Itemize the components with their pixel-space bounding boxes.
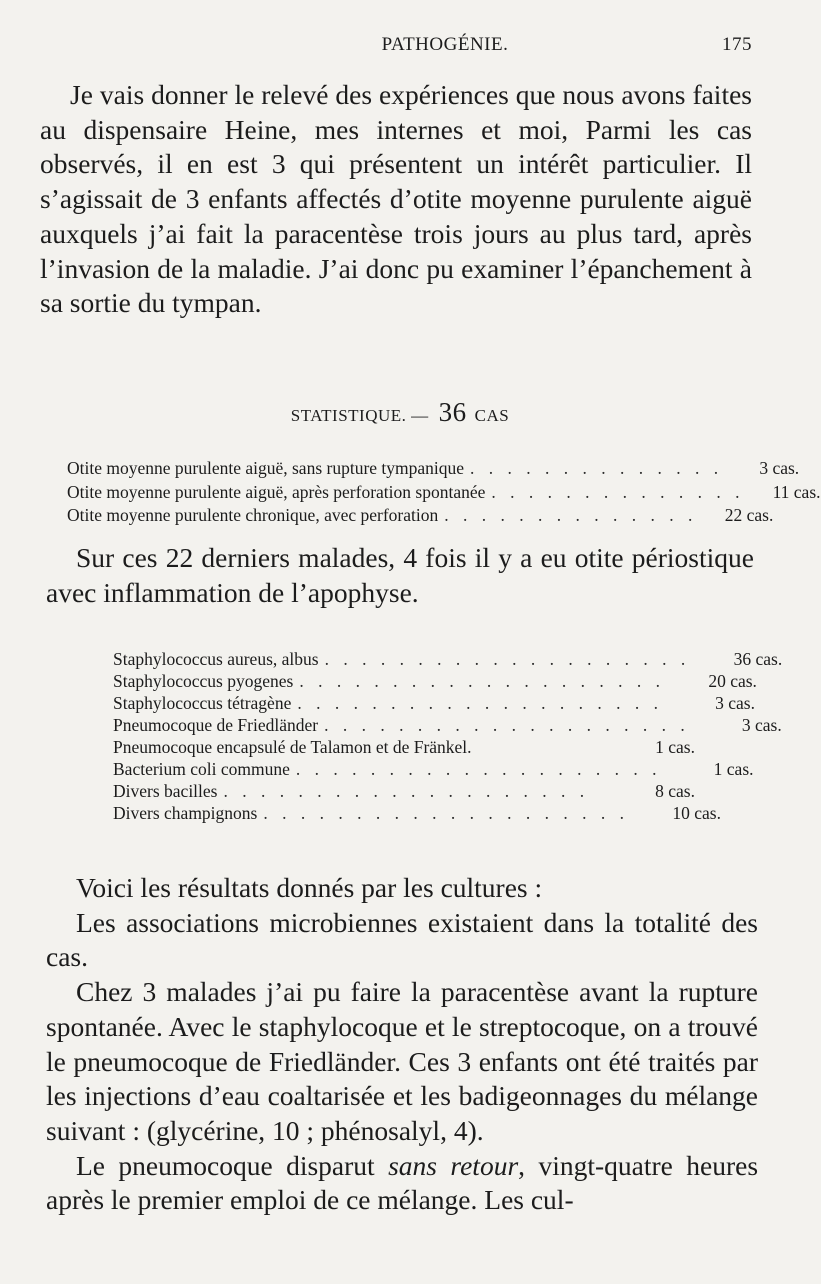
statistics-heading-number: 36 bbox=[438, 397, 467, 427]
culture-row bbox=[113, 649, 783, 670]
culture-row-value: 1 cas. bbox=[655, 737, 695, 757]
paragraph-associations-text: Les associations microbiennes existaient dans la totalité des cas. bbox=[46, 906, 758, 973]
paragraph-associations bbox=[46, 906, 758, 975]
results-section bbox=[46, 871, 758, 1218]
paragraph-pneumococcus-start: Le pneumocoque disparut bbox=[76, 1149, 375, 1181]
culture-row-value: 20 cas. bbox=[708, 671, 757, 691]
running-title: PATHOGÉNIE. bbox=[381, 34, 509, 55]
culture-row-label: Pneumocoque de Friedländer bbox=[113, 715, 319, 735]
leader-dots: . . . . . . . . . . . . . . bbox=[444, 505, 698, 525]
culture-row bbox=[113, 803, 721, 824]
statistics-row-label: Otite moyenne purulente aiguë, sans rupture tympanique bbox=[67, 458, 465, 478]
culture-row-label: Staphylococcus aureus, albus bbox=[113, 649, 319, 669]
statistics-row-value: 22 cas. bbox=[724, 505, 774, 525]
culture-row-label: Pneumocoque encapsulé de Talamon et de Fränkel. bbox=[113, 737, 472, 757]
statistics-row-label: Otite moyenne purulente chronique, avec perforation bbox=[67, 505, 439, 525]
culture-row-value: 3 cas. bbox=[741, 715, 782, 735]
statistics-heading-suffix: CAS bbox=[474, 406, 510, 425]
culture-row-label: Divers bacilles bbox=[113, 781, 218, 801]
paragraph-intro-text: Je vais donner le relevé des expériences que nous avons faites au dispensaire Heine, mes internes et moi, Parmi les cas observés, il en est 3 qui présentent un intérêt particulier. Il s’agissait de 3 enfants affectés d’otite moyenne purulente aiguë auxquels j’ai fait la paracentèse trois jours au plus tard, après l’invasion de la maladie. J’ai donc pu examiner l’épanchement à sa sortie du tympan. bbox=[40, 79, 752, 319]
statistics-row-value: 3 cas. bbox=[759, 458, 800, 478]
culture-row-label: Staphylococcus tétragène bbox=[113, 693, 292, 713]
leader-dots: . . . . . . . . . . . . . . . . . . . . bbox=[295, 759, 662, 779]
leader-dots: . . . . . . . . . . . . . . . . . . . . bbox=[263, 803, 629, 823]
paragraph-results bbox=[46, 871, 758, 906]
statistics-heading bbox=[0, 397, 800, 428]
page-number: 175 bbox=[722, 34, 752, 55]
culture-row bbox=[113, 671, 757, 692]
paragraph-intro bbox=[40, 78, 752, 321]
leader-dots: . . . . . . . . . . . . . . . . . . . . bbox=[324, 649, 691, 669]
culture-row bbox=[113, 759, 754, 780]
leader-dots: . . . . . . . . . . . . . . . . . . . . bbox=[297, 693, 663, 713]
paragraph-results-text: Voici les résultats donnés par les cultures : bbox=[76, 872, 543, 903]
statistics-row bbox=[67, 505, 774, 526]
statistics-heading-prefix: STATISTIQUE. — bbox=[290, 406, 429, 425]
paragraph-paracentesis bbox=[46, 975, 758, 1149]
paragraph-periostitis bbox=[46, 541, 754, 610]
culture-row-value: 36 cas. bbox=[733, 649, 783, 669]
paragraph-pneumococcus-end: , vingt-quatre heures après le premier emploi de ce mélange. Les cul- bbox=[46, 1149, 759, 1216]
leader-dots: . . . . . . . . . . . . . . . . . . . . bbox=[324, 715, 690, 735]
culture-row bbox=[113, 693, 755, 714]
culture-row-label: Divers champignons bbox=[113, 803, 258, 823]
statistics-row-value: 11 cas. bbox=[772, 482, 821, 502]
culture-row bbox=[113, 715, 782, 736]
culture-row bbox=[113, 781, 695, 802]
paragraph-pneumococcus-emphasis: sans retour bbox=[388, 1149, 519, 1181]
culture-row bbox=[113, 737, 695, 758]
culture-row-label: Staphylococcus pyogenes bbox=[113, 671, 294, 691]
paragraph-periostitis-text: Sur ces 22 derniers malades, 4 fois il y a eu otite périostique avec inflammation de l’apophyse. bbox=[46, 542, 754, 608]
paragraph-pneumococcus bbox=[46, 1149, 758, 1218]
culture-row-value: 8 cas. bbox=[655, 781, 695, 801]
culture-row-value: 10 cas. bbox=[672, 803, 721, 823]
running-head bbox=[40, 34, 760, 62]
leader-dots: . . . . . . . . . . . . . . bbox=[491, 482, 745, 502]
paragraph-paracentesis-text: Chez 3 malades j’ai pu faire la paracentèse avant la rupture spontanée. Avec le staphylocoque et le streptocoque, on a trouvé le pneumocoque de Friedländer. Ces 3 enfants ont été traités par les injections d’eau coaltarisée et les badigeonnages du mélange suivant : (glycérine, 10 ; phénosalyl, 4). bbox=[46, 976, 758, 1146]
leader-dots: . . . . . . . . . . . . . . bbox=[470, 458, 724, 478]
culture-row-value: 1 cas. bbox=[713, 759, 754, 779]
statistics-row bbox=[67, 458, 800, 479]
culture-row-label: Bacterium coli commune bbox=[113, 759, 290, 779]
statistics-row bbox=[67, 482, 821, 503]
leader-dots: . . . . . . . . . . . . . . . . . . . . bbox=[299, 671, 665, 691]
culture-row-value: 3 cas. bbox=[715, 693, 755, 713]
leader-dots: . . . . . . . . . . . . . . . . . . . . bbox=[223, 781, 590, 801]
statistics-row-label: Otite moyenne purulente aiguë, après perforation spontanée bbox=[67, 482, 486, 502]
